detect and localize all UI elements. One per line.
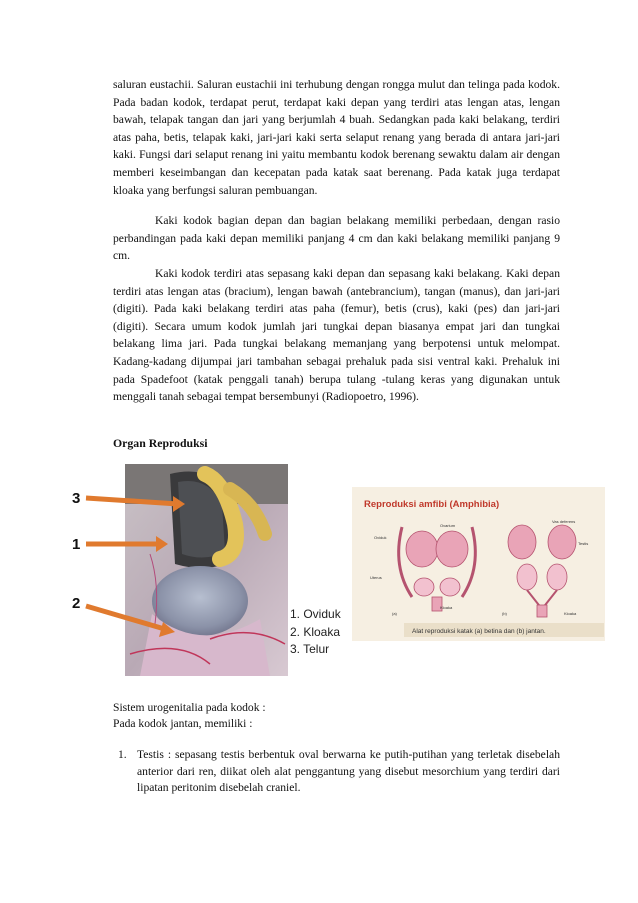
male-intro: Pada kodok jantan, memiliki :: [113, 717, 253, 730]
paragraph-2: [113, 212, 560, 265]
list-item-text: Testis : sepasang testis berbentuk oval berwarna ke putih-putihan yang terletak disebelah anterior dari ren, diikat oleh alat penggantung yang disebut mesorchium yang terdiri dari lipatan peritonim disebelah craniel.: [137, 748, 560, 794]
list-item-number: 1.: [118, 748, 127, 761]
label-oviduk: Oviduk: [374, 535, 387, 540]
marker-1: 1: [72, 536, 81, 553]
reproduction-diagram: [352, 487, 605, 641]
paragraph-3: [113, 265, 560, 406]
label-vas-deferens: Vas deferens: [552, 519, 576, 524]
label-ovarium: Ovarium: [440, 523, 456, 528]
diagram-caption: Alat reproduksi katak (a) betina dan (b) jantan.: [412, 628, 546, 635]
marker-2: 2: [72, 595, 81, 612]
list-item: [113, 747, 560, 797]
urogenital-intro: Sistem urogenitalia pada kodok :: [113, 701, 266, 714]
paragraph-1: saluran eustachii. Saluran eustachii ini terhubung dengan rongga mulut dan telinga pada kodok. Pada badan kodok, terdapat perut, terdapat kaki depan yang terdiri atas lengan atas, lengan bawah, telapak tangan dan jari yang berjumlah 4 buah. Sedangkan pada kaki belakang, terdiri atas paha, betis, telapak kaki, jari-jari kaki serta selaput renang yang berada di antara jari-jari kaki. Fungsi dari selaput renang ini yaitu membantu kodok berenang sewaktu dalam air dengan memberi keseimbangan dan kecepatan pada katak saat berenang. Pada katak juga terdapat kloaka yang berfungsi saluran pembuangan.: [113, 78, 560, 197]
section-heading: Organ Reproduksi: [113, 436, 208, 450]
legend-item-telur: 3. Telur: [290, 642, 330, 656]
label-uterus: Uterus: [370, 575, 382, 580]
marker-3: 3: [72, 490, 81, 507]
paragraph-3-text: Kaki kodok terdiri atas sepasang kaki depan dan sepasang kaki belakang. Kaki depan terdiri atas lengan atas (bracium), lengan bawah (antebrancium), tangan (manus), dan jari-jari (digiti). Pada kaki belakang terdiri atas paha (femur), betis (crus), kaki (pes) dan jari-jari (digiti). Secara umum kodok jumlah jari tungkai depan biasanya empat jari dan tungkai belakang lima jari. Pada tungkai belakang memanjang yang berpotensi untuk melompat. Kadang-kadang dijumpai jari tambahan sebagai prehaluk pada sisi ventral kaki. Prehaluk ini pada Spadefoot (katak penggali tanah) berupa tulang -tulang keras yang digunakan untuk menggali tanah sebagai tempat bersembunyi (Radiopoetro, 1996).: [113, 267, 560, 404]
legend-item-kloaka: 2. Kloaka: [290, 624, 341, 639]
diagram-title: Reproduksi amfibi (Amphibia): [364, 499, 500, 510]
label-testis: Testis: [578, 541, 589, 546]
panel-b-label: (b): [502, 611, 507, 616]
legend-item-oviduk: 1. Oviduk: [290, 607, 341, 621]
male-organ-list: [113, 747, 560, 797]
frog-dissection-photo: [60, 464, 288, 676]
paragraph-2-text: Kaki kodok bagian depan dan bagian belakang memiliki perbedaan, dengan rasio perbandingan pada kaki depan memiliki panjang 4 cm dan kaki belakang memiliki panjang 9 cm.: [113, 214, 560, 263]
panel-a-label: (a): [392, 611, 397, 616]
label-kloaka-a: Kloaka: [440, 605, 453, 610]
label-kloaka-b: Kloaka: [564, 611, 577, 616]
photo-legend: [290, 606, 341, 659]
